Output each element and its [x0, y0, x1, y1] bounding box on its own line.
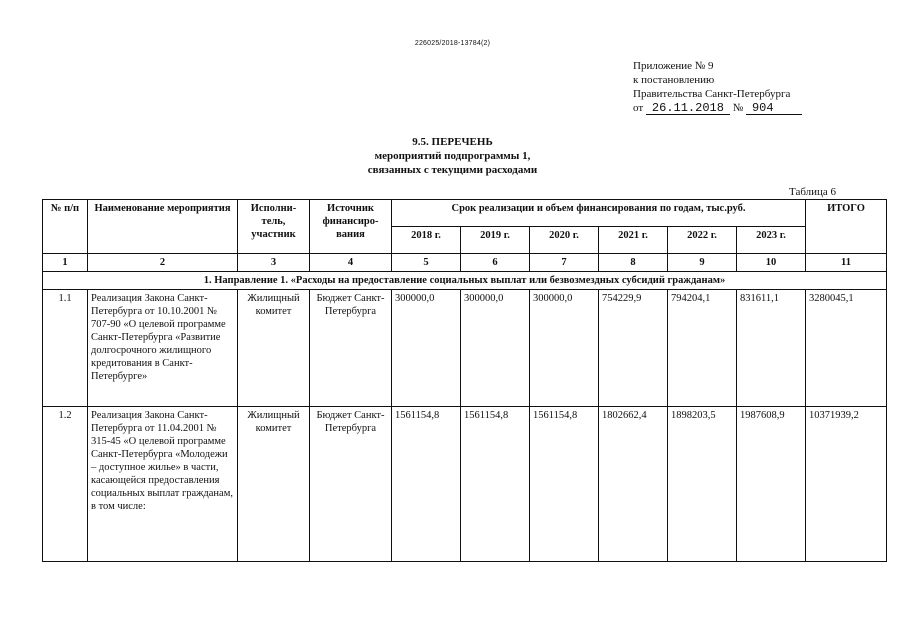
- column-number-row: [43, 254, 887, 272]
- row-value: 1987608,9: [737, 407, 806, 562]
- row-source: Бюджет Санкт-Петербурга: [310, 407, 392, 562]
- header-year: 2022 г.: [668, 227, 737, 254]
- row-value: 300000,0: [461, 290, 530, 407]
- header-total: ИТОГО: [806, 200, 887, 254]
- row-total: 10371939,2: [806, 407, 887, 562]
- column-number: 6: [461, 254, 530, 272]
- row-executor: Жилищный комитет: [238, 407, 310, 562]
- header-period: Срок реализации и объем финансирования по годам, тыс.руб.: [392, 200, 806, 227]
- annex-date-line: [633, 101, 802, 115]
- section-title: 1. Направление 1. «Расходы на предоставление социальных выплат или безвозмездных субсидий гражданам»: [43, 272, 887, 290]
- table-label: Таблица 6: [789, 186, 837, 198]
- header-year: 2019 г.: [461, 227, 530, 254]
- column-number: 1: [43, 254, 88, 272]
- heading-line-2: мероприятий подпрограммы 1,: [374, 150, 531, 162]
- table-row: [43, 407, 887, 562]
- header-name: Наименование мероприятия: [88, 200, 238, 254]
- header-year: 2020 г.: [530, 227, 599, 254]
- section-row: [43, 272, 887, 290]
- column-number: 7: [530, 254, 599, 272]
- column-number: 3: [238, 254, 310, 272]
- annex-number: 904: [746, 102, 802, 115]
- header-year: 2018 г.: [392, 227, 461, 254]
- column-number: 4: [310, 254, 392, 272]
- row-value: 1561154,8: [461, 407, 530, 562]
- header-year: 2021 г.: [599, 227, 668, 254]
- row-name: Реализация Закона Санкт-Петербурга от 10.10.2001 № 707-90 «О целевой программе Санкт-Петербурга «Развитие долгосрочного жилищного кредитования в Санкт-Петербурге»: [88, 290, 238, 407]
- row-value: 831611,1: [737, 290, 806, 407]
- row-source: Бюджет Санкт-Петербурга: [310, 290, 392, 407]
- row-value: 794204,1: [668, 290, 737, 407]
- document-heading: [0, 135, 905, 177]
- annex-block: [633, 59, 802, 115]
- column-number: 8: [599, 254, 668, 272]
- heading-line-3: связанных с текущими расходами: [367, 164, 538, 176]
- row-total: 3280045,1: [806, 290, 887, 407]
- column-number: 10: [737, 254, 806, 272]
- column-number: 11: [806, 254, 887, 272]
- annex-line-1: Приложение № 9: [633, 60, 714, 72]
- heading-line-1: 9.5. ПЕРЕЧЕНЬ: [412, 136, 493, 148]
- header-source: Источник финансиро-вания: [310, 200, 392, 254]
- row-number: 1.2: [43, 407, 88, 562]
- header-row-1: [43, 200, 887, 227]
- row-value: 1561154,8: [530, 407, 599, 562]
- row-value: 1802662,4: [599, 407, 668, 562]
- annex-line-3: Правительства Санкт-Петербурга: [633, 88, 791, 100]
- column-number: 2: [88, 254, 238, 272]
- row-value: 300000,0: [392, 290, 461, 407]
- header-year: 2023 г.: [737, 227, 806, 254]
- document-id: 226025/2018-13784(2): [414, 40, 491, 47]
- annex-date: 26.11.2018: [646, 102, 730, 115]
- annex-number-label: №: [732, 102, 744, 114]
- row-value: 1898203,5: [668, 407, 737, 562]
- row-value: 1561154,8: [392, 407, 461, 562]
- row-number: 1.1: [43, 290, 88, 407]
- row-name: Реализация Закона Санкт-Петербурга от 11.04.2001 № 315-45 «О целевой программе Санкт-Петербурга «Молодежи – доступное жилье» в части, касающейся предоставления социальных выплат гражданам, в том числе:: [88, 407, 238, 562]
- annex-from-label: от: [633, 102, 644, 114]
- column-number: 9: [668, 254, 737, 272]
- row-value: 300000,0: [530, 290, 599, 407]
- annex-line-2: к постановлению: [633, 74, 715, 86]
- row-executor: Жилищный комитет: [238, 290, 310, 407]
- financing-table: [42, 199, 887, 562]
- table-row: [43, 290, 887, 407]
- header-executor: Исполни-тель, участник: [238, 200, 310, 254]
- column-number: 5: [392, 254, 461, 272]
- header-num: № п/п: [43, 200, 88, 254]
- row-value: 754229,9: [599, 290, 668, 407]
